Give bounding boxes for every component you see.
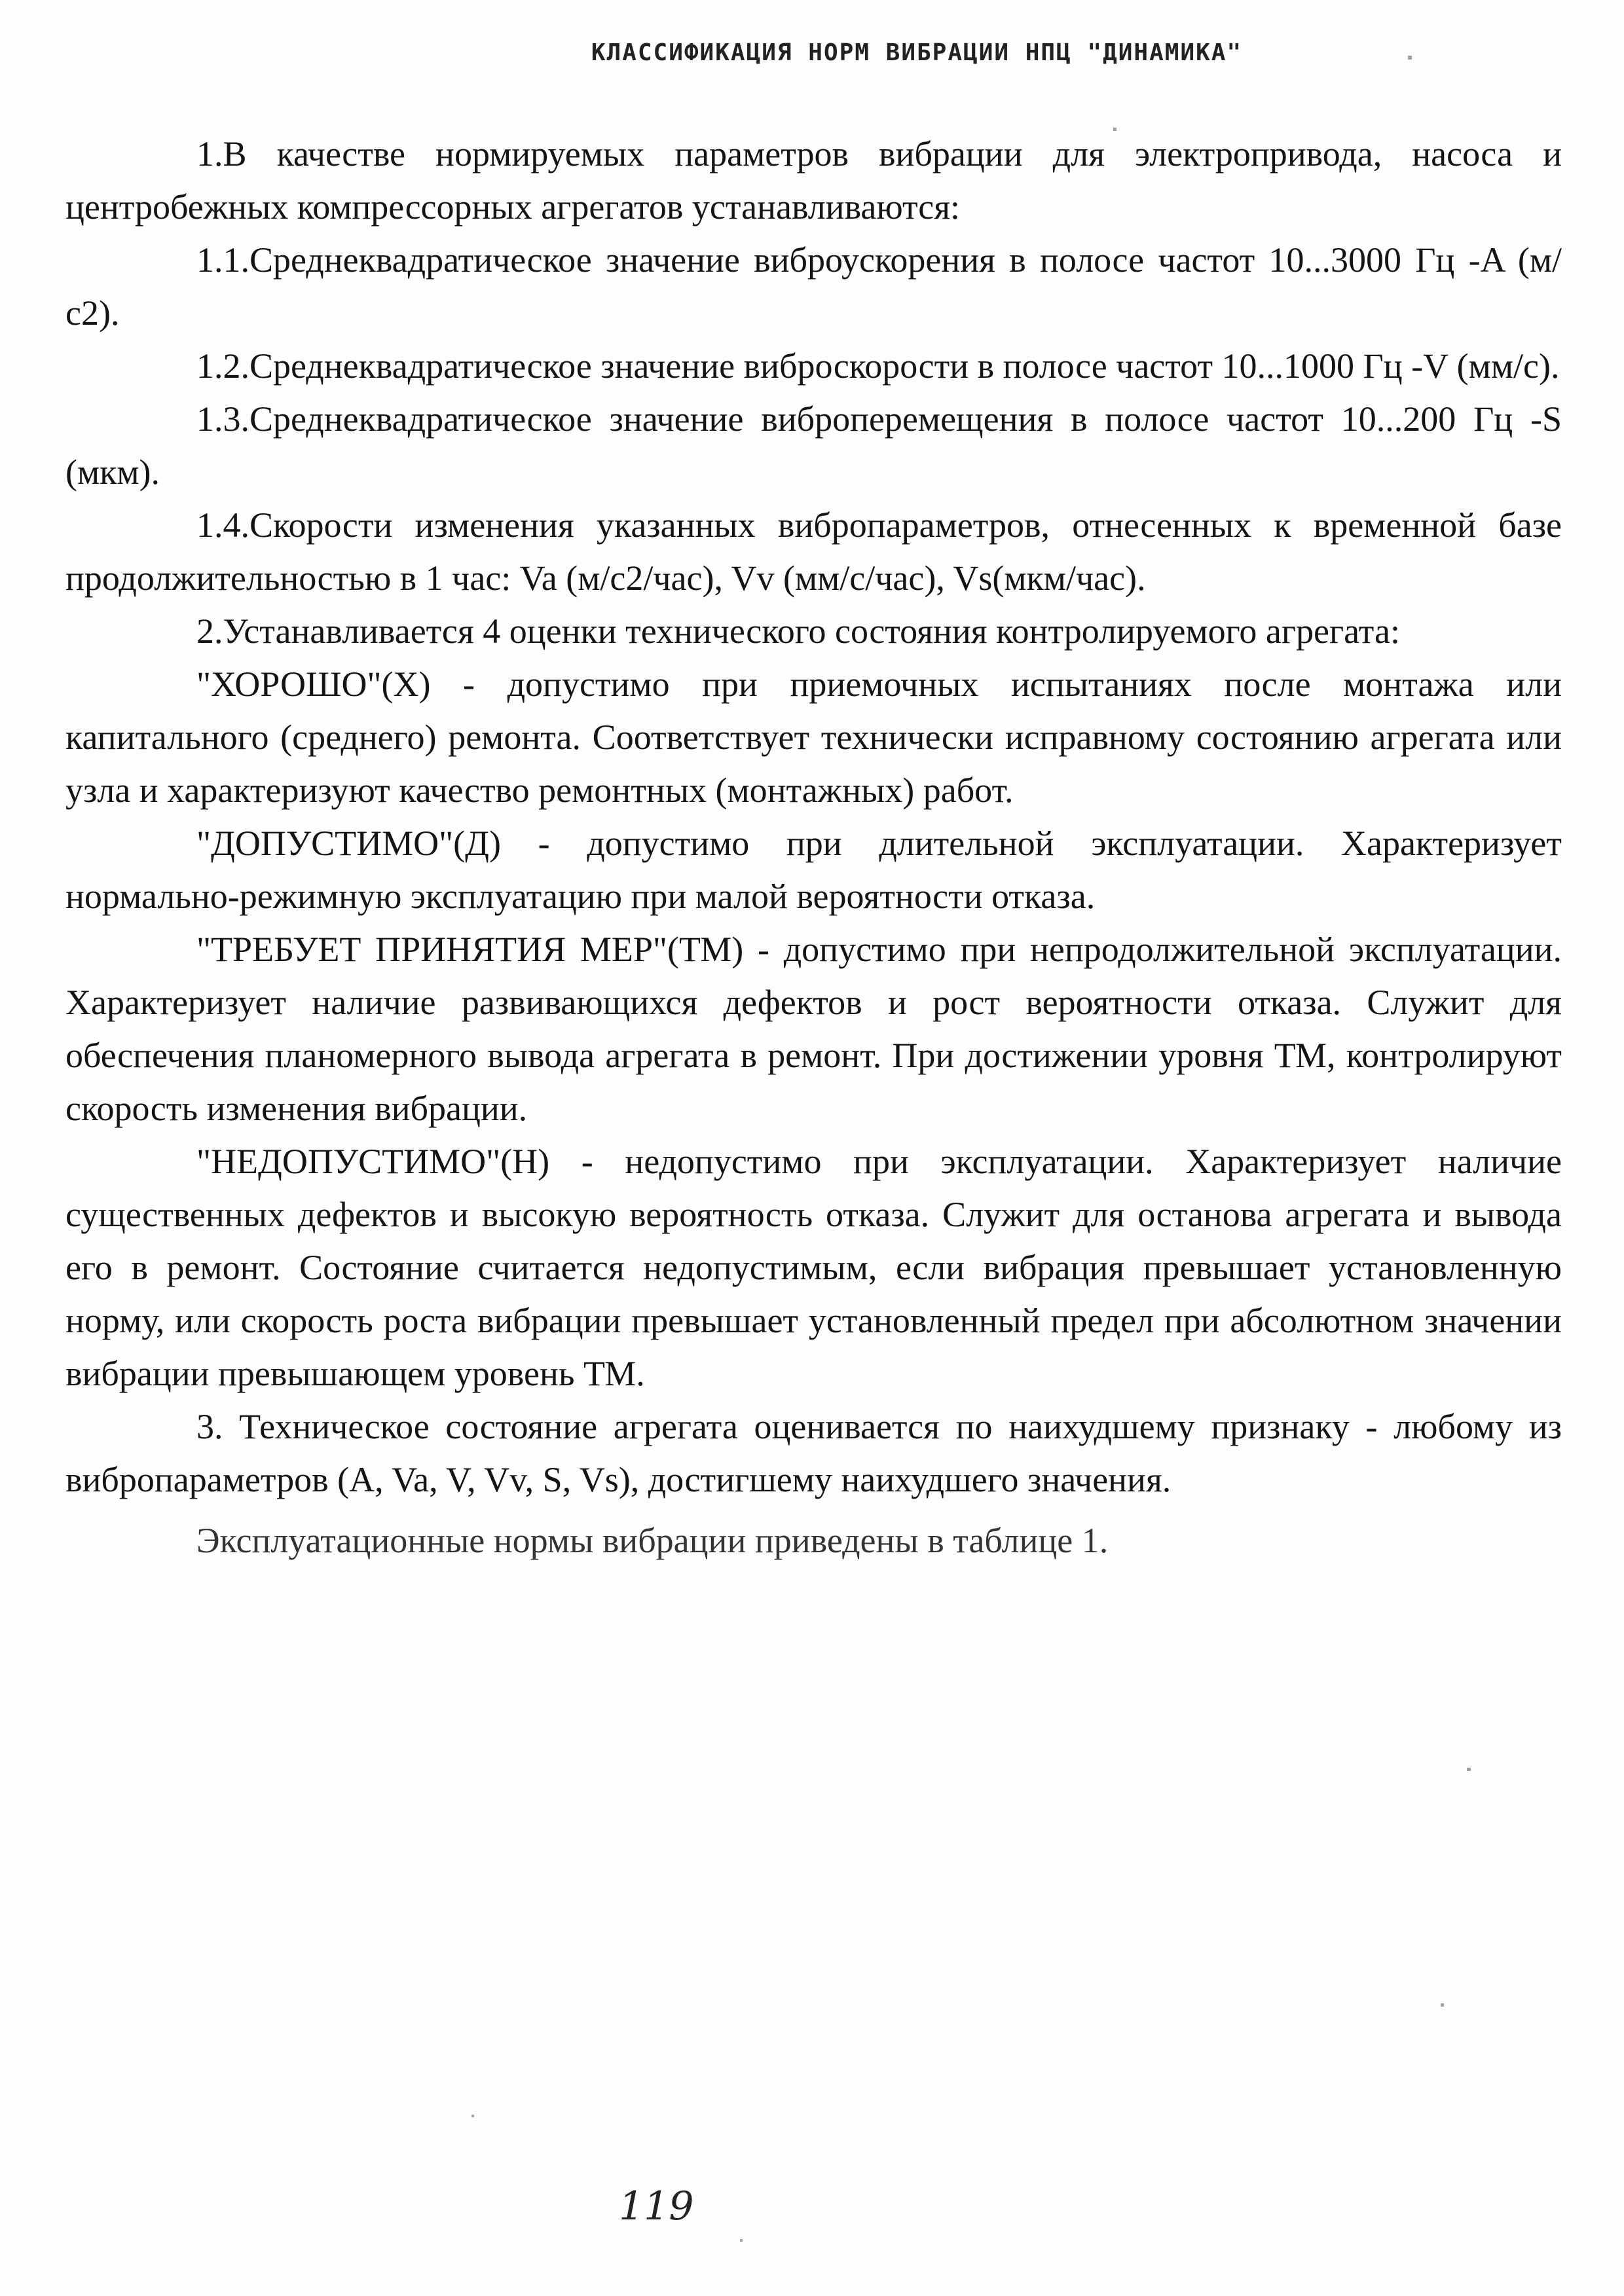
paragraph-action-required: "ТРЕБУЕТ ПРИНЯТИЯ МЕР"(ТМ) - допустимо при непродолжительной эксплуатации. Характеризует наличие развивающихся дефектов и рост вероятности отказа. Служит для обеспечения планомерного вывода агрегата в ремонт. При достижении уровня ТМ, контролируют скорость изменения вибрации. — [65, 930, 1562, 1128]
paragraph-1-2-velocity: 1.2.Среднеквадратическое значение виброскорости в полосе частот 10...1000 Гц -V (мм/с). — [196, 346, 1560, 386]
paragraph-3-condition: 3. Техническое состояние агрегата оценивается по наихудшему признаку - любому из вибропараметров (A, Va, V, Vv, S, Vs), достигшему наихудшего значения. — [65, 1407, 1562, 1499]
scan-speck — [1441, 2003, 1444, 2007]
paragraph-1-4-change-rates: 1.4.Скорости изменения указанных вибропараметров, отнесенных к временной базе продолжительностью в 1 час: Va (м/с2/час), Vv (мм/с/час), Vs(мкм/час). — [65, 505, 1562, 598]
paragraph-1-1-acceleration: 1.1.Среднеквадратическое значение виброускорения в полосе частот 10...3000 Гц -A (м/с2). — [65, 240, 1562, 333]
paragraph-acceptable: "ДОПУСТИМО"(Д) - допустимо при длительной эксплуатации. Характеризует нормально-режимную эксплуатацию при малой вероятности отказа. — [65, 824, 1562, 916]
paragraph-2-assessments: 2.Устанавливается 4 оценки технического состояния контролируемого агрегата: — [196, 611, 1400, 651]
scan-speck — [740, 2239, 743, 2242]
scan-speck — [471, 2115, 474, 2117]
paragraph-table-reference: Эксплуатационные нормы вибрации приведены в таблице 1. — [196, 1521, 1109, 1560]
scan-speck — [1408, 56, 1412, 60]
scan-speck — [1467, 1768, 1471, 1771]
scan-speck — [1113, 128, 1116, 131]
paragraph-good: "ХОРОШО"(Х) - допустимо при приемочных испытаниях после монтажа или капитального (среднего) ремонта. Соответствует технически исправному состоянию агрегата или узла и характеризуют качество ремонтных (монтажных) работ. — [65, 665, 1562, 810]
paragraph-unacceptable: "НЕДОПУСТИМО"(Н) - недопустимо при эксплуатации. Характеризует наличие существенных дефектов и высокую вероятность отказа. Служит для останова агрегата и вывода его в ремонт. Состояние считается недопустимым, если вибрация превышает установленную норму, или скорость роста вибрации превышает установленный предел при абсолютном значении вибрации превышающем уровень ТМ. — [65, 1142, 1562, 1393]
page-number: 119 — [619, 2183, 694, 2229]
document-header: КЛАССИФИКАЦИЯ НОРМ ВИБРАЦИИ НПЦ "ДИНАМИКА" — [591, 39, 1243, 66]
document-body — [65, 128, 1562, 1567]
paragraph-1-parameters-intro: 1.В качестве нормируемых параметров вибрации для электропривода, насоса и центробежных компрессорных агрегатов устанавливаются: — [65, 134, 1562, 227]
paragraph-1-3-displacement: 1.3.Среднеквадратическое значение виброперемещения в полосе частот 10...200 Гц -S (мкм). — [65, 399, 1562, 492]
